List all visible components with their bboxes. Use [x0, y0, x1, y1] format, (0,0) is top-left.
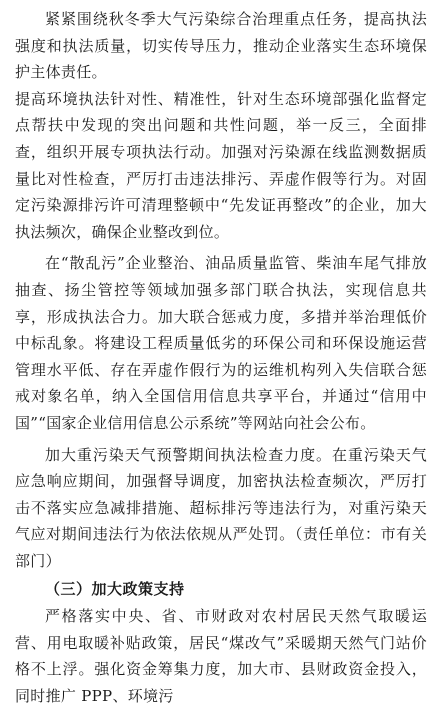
- paragraph-joint-enforcement: 在“散乱污”企业整治、油品质量监管、柴油车尾气排放抽查、扬尘管控等领域加强多部门联合执法，实现信息共享，形成执法合力。加大联合惩戒力度，多措并举治理低价中标乱象。将建设工程质量低劣的环保公司和环保设施运营管理水平低、存在弄虚作假行为的运维机构列入失信联合惩戒对象名单，纳入全国信用信息共享平台，并通过“信用中国”“国家企业信用信息公示系统”等网站向社会公布。: [15, 254, 427, 432]
- paragraph-heavy-pollution-inspection: 加大重污染天气预警期间执法检查力度。在重污染天气应急响应期间，加强督导调度，加密执法检查频次，严厉打击不落实应急减排措施、超标排污等违法行为，对重污染天气应对期间违法行为依法依规从严处罚。（责任单位：市有关部门）: [15, 445, 427, 570]
- paragraph-subsidy-policy: 严格落实中央、省、市财政对农村居民天然气取暖运营、用电取暖补贴政策，居民“煤改气”采暖期天然气门站价格不上浮。强化资金筹集力度，加大市、县财政资金投入，同时推广 PPP、环境污: [15, 607, 427, 705]
- paragraph-law-enforcement-intro: 紧紧围绕秋冬季大气污染综合治理重点任务，提高执法强度和执法质量，切实传导压力，推动企业落实生态环境保护主体责任。: [15, 10, 427, 82]
- paragraph-targeted-enforcement: 提高环境执法针对性、精准性，针对生态环境部强化监督定点帮扶中发现的突出问题和共性问题，举一反三，全面排查，组织开展专项执法行动。加强对污染源在线监测数据质量比对性检查，严厉打击违法排污、弄虚作假等行为。对固定污染源排污许可清理整顿中“先发证再整改”的企业，加大执法频次，确保企业整改到位。: [15, 89, 427, 241]
- section-heading-policy-support: （三）加大政策支持: [45, 580, 185, 599]
